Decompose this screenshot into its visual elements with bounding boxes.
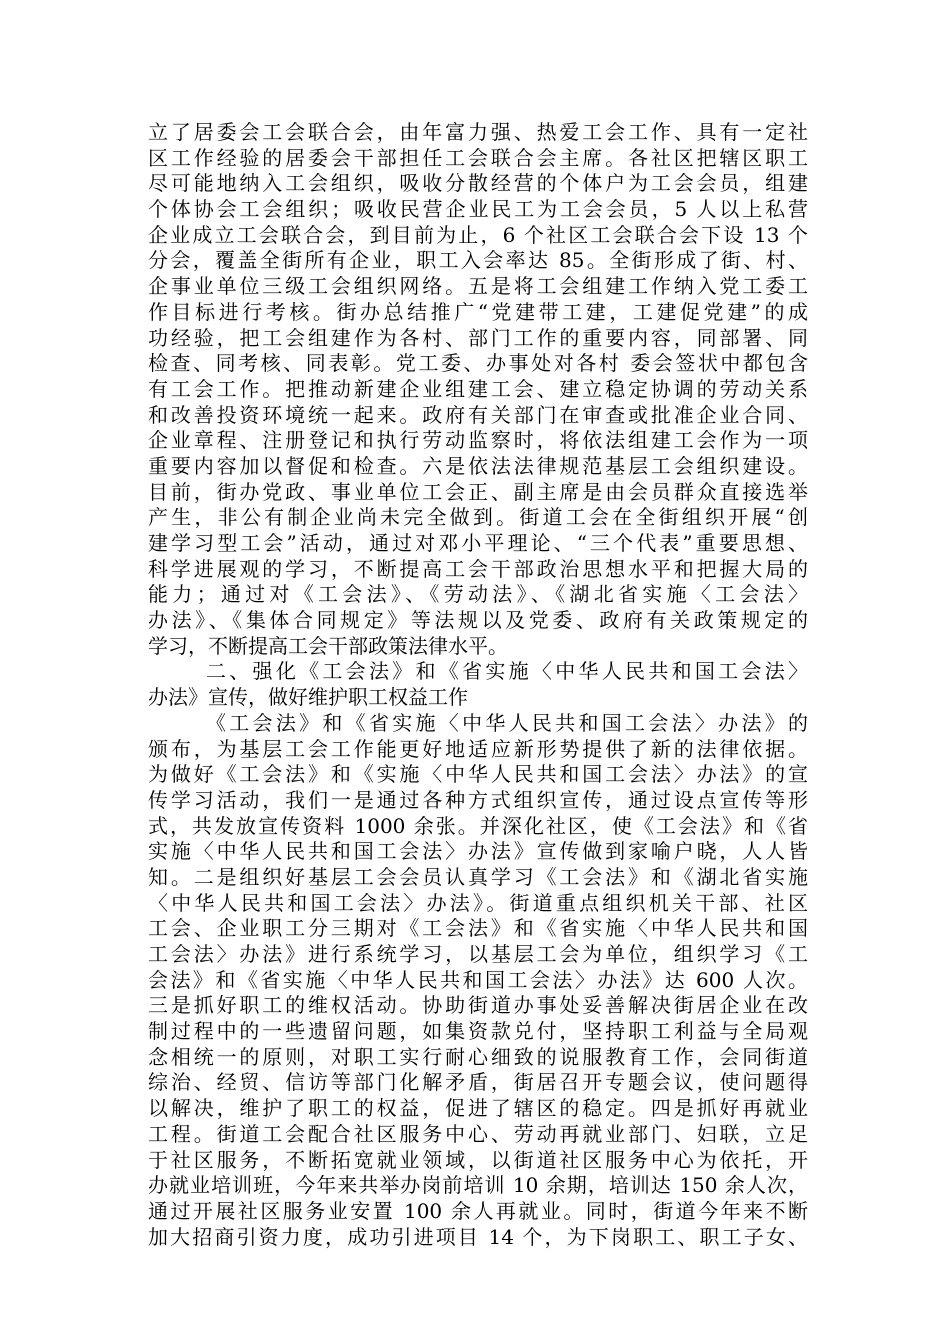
text-line: 和改善投资环境统一起来。政府有关部门在审查或批准企业合同、	[148, 402, 808, 427]
text-line: 能力；通过对《工会法》、《劳动法》、《湖北省实施〈工会法〉	[148, 582, 808, 607]
text-line: 有工会工作。把推动新建企业组建工会、建立稳定协调的劳动关系	[148, 376, 808, 401]
text-line: 企业成立工会联合会，到目前为止，6 个社区工会联合会下设 13 个	[148, 222, 808, 247]
text-line: 实施〈中华人民共和国工会法〉办法》宣传做到家喻户晓，人人皆	[148, 839, 808, 864]
text-line: 功经验，把工会组建作为各村、部门工作的重要内容，同部署、同	[148, 325, 808, 350]
text-line: 工会法〉办法》进行系统学习，以基层工会为单位，组织学习《工	[148, 942, 808, 966]
text-line: 检查、同考核、同表彰。党工委、办事处对各村 委会签状中都包含	[148, 351, 808, 376]
text-line: 产生，非公有制企业尚未完全做到。街道工会在全街组织开展“创	[148, 505, 808, 530]
text-line: 加大招商引资力度，成功引进项目 14 个，为下岗职工、职工子女、	[148, 1224, 808, 1249]
text-line: 尽可能地纳入工会组织，吸收分散经营的个体户为工会会员，组建	[148, 171, 808, 196]
text-line: 办法》、《集体合同规定》等法规以及党委、政府有关政策规定的	[148, 608, 808, 633]
text-line: 办就业培训班，今年来共举办岗前培训 10 余期，培训达 150 余人次，	[148, 1173, 808, 1198]
text-line: 学习，不断提高工会干部政策法律水平。	[148, 633, 508, 658]
text-line: 为做好《工会法》和《实施〈中华人民共和国工会法〉办法》的宣	[148, 762, 808, 787]
text-line: 念相统一的原则，对职工实行耐心细致的说服教育工作，会同街道	[148, 1044, 808, 1069]
text-line: 作目标进行考核。街办总结推广“党建带工建，工建促党建”的成	[148, 299, 808, 324]
text-line: 颁布，为基层工会工作能更好地适应新形势提供了新的法律依据。	[148, 736, 808, 761]
text-line: 目前，街办党政、事业单位工会正、副主席是由会员群众直接选举	[148, 479, 808, 504]
document-body-text	[148, 120, 808, 1250]
text-line: 会法》和《省实施〈中华人民共和国工会法〉办法》达 600 人次。	[148, 967, 808, 992]
text-line: 〈中华人民共和国工会法〉办法》。街道重点组织机关干部、社区	[148, 890, 808, 915]
text-line: 办法》宣传，做好维护职工权益工作	[148, 685, 468, 710]
text-line: 分会，覆盖全街所有企业，职工入会率达 85。全街形成了街、村、	[148, 248, 808, 273]
text-line: 通过开展社区服务业安置 100 余人再就业。同时，街道今年来不断	[148, 1198, 808, 1223]
text-line: 三是抓好职工的维权活动。协助街道办事处妥善解决街居企业在改	[148, 993, 808, 1018]
text-line: 建学习型工会”活动，通过对邓小平理论、“三个代表”重要思想、	[148, 531, 808, 555]
text-line: 个体协会工会组织；吸收民营企业民工为工会会员，5 人以上私营	[148, 197, 808, 222]
text-line: 立了居委会工会联合会，由年富力强、热爱工会工作、具有一定社	[148, 120, 808, 144]
text-line: 重要内容加以督促和检查。六是依法法律规范基层工会组织建设。	[148, 453, 808, 478]
text-line: 企事业单位三级工会组织网络。五是将工会组建工作纳入党工委工	[148, 274, 808, 299]
text-line: 工程。街道工会配合社区服务中心、劳动再就业部门、妇联，立足	[148, 1121, 808, 1146]
text-line: 综治、经贸、信访等部门化解矛盾，街居召开专题会议，使问题得	[148, 1070, 808, 1095]
text-line: 式，共发放宣传资料 1000 余张。并深化社区，使《工会法》和《省	[148, 813, 808, 838]
text-line: 工会、企业职工分三期对《工会法》和《省实施〈中华人民共和国	[148, 916, 808, 941]
text-line: 于社区服务，不断拓宽就业领域，以街道社区服务中心为依托，开	[148, 1147, 808, 1172]
text-line: 区工作经验的居委会干部担任工会联合会主席。各社区把辖区职工	[148, 145, 808, 170]
text-line: 传学习活动，我们一是通过各种方式组织宣传，通过设点宣传等形	[148, 787, 808, 812]
text-line: 企业章程、注册登记和执行劳动监察时，将依法组建工会作为一项	[148, 428, 808, 453]
text-line: 科学进展观的学习，不断提高工会干部政治思想水平和把握大局的	[148, 556, 808, 581]
text-line: 知。二是组织好基层工会会员认真学习《工会法》和《湖北省实施	[148, 864, 808, 889]
text-line: 制过程中的一些遗留问题，如集资款兑付，坚持职工利益与全局观	[148, 1019, 808, 1044]
text-line: 二、强化《工会法》和《省实施〈中华人民共和国工会法〉	[206, 659, 808, 684]
text-line: 以解决，维护了职工的权益，促进了辖区的稳定。四是抓好再就业	[148, 1096, 808, 1121]
text-line: 《工会法》和《省实施〈中华人民共和国工会法〉办法》的	[206, 710, 808, 735]
